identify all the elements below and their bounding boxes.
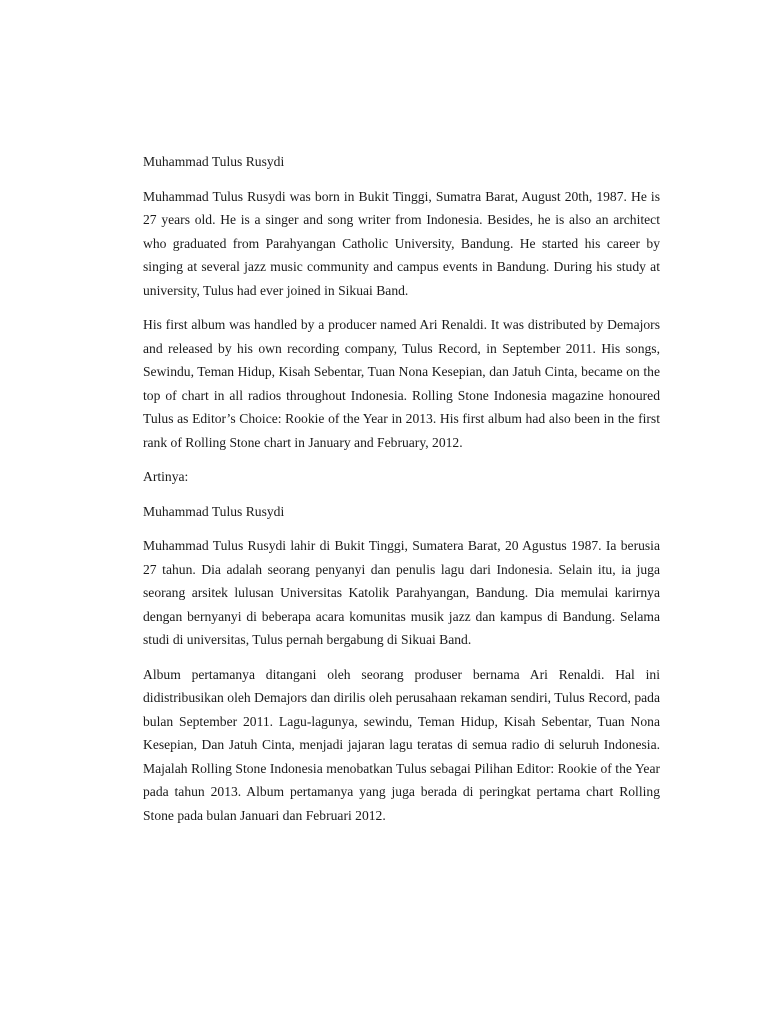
english-title: Muhammad Tulus Rusydi (143, 154, 285, 169)
english-paragraph-2: His first album was handled by a producer named Ari Renaldi. It was distributed by Demajors and released by his own recording company, Tulus Record, in September 2011. His songs, Sewindu, Teman Hidup, Kisah Sebentar, Tuan Nona Kesepian, dan Jatuh Cinta, became on the top of chart in all radios throughout Indonesia. Rolling Stone Indonesia magazine honoured Tulus as Editor’s Choice: Rookie of the Year in 2013. His first album had also been in the first rank of Rolling Stone chart in January and February, 2012. (143, 317, 660, 450)
indonesian-title: Muhammad Tulus Rusydi (143, 503, 285, 519)
english-paragraph-1: Muhammad Tulus Rusydi was born in Bukit Tinggi, Sumatra Barat, August 20th, 1987. He is 27 years old. He is a singer and song writer from Indonesia. Besides, he is also an architect who graduated from Parahyangan Catholic University, Bandung. He started his career by singing at several jazz music community and campus events in Bandung. During his study at university, Tulus had ever joined in Sikuai Band. (143, 188, 660, 298)
indonesian-paragraph-2: Album pertamanya ditangani oleh seorang produser bernama Ari Renaldi. Hal ini didistribusikan oleh Demajors dan dirilis oleh perusahaan rekaman sendiri, Tulus Record, pada bulan September 2011. Lagu-lagunya, sewindu, Teman Hidup, Kisah Sebentar, Tuan Nona Kesepian, Dan Jatuh Cinta, menjadi jajaran lagu teratas di semua radio di seluruh Indonesia. Majalah Rolling Stone Indonesia menobatkan Tulus sebagai Pilihan Editor: Rookie of the Year pada tahun 2013. Album pertamanya yang juga berada di peringkat pertama chart Rolling Stone pada bulan Januari dan Februari 2012. (143, 666, 660, 823)
document-body (143, 150, 660, 838)
translation-label: Artinya: (143, 469, 189, 484)
indonesian-paragraph-1: Muhammad Tulus Rusydi lahir di Bukit Tinggi, Sumatera Barat, 20 Agustus 1987. Ia berusia 27 tahun. Dia adalah seorang penyanyi dan penulis lagu dari Indonesia. Selain itu, ia juga seorang arsitek lulusan Universitas Katolik Parahyangan, Bandung. Dia memulai karirnya dengan bernyanyi di beberapa acara komunitas musik jazz dan kampus di Bandung. Selama studi di universitas, Tulus pernah bergabung di Sikuai Band. (143, 538, 660, 647)
